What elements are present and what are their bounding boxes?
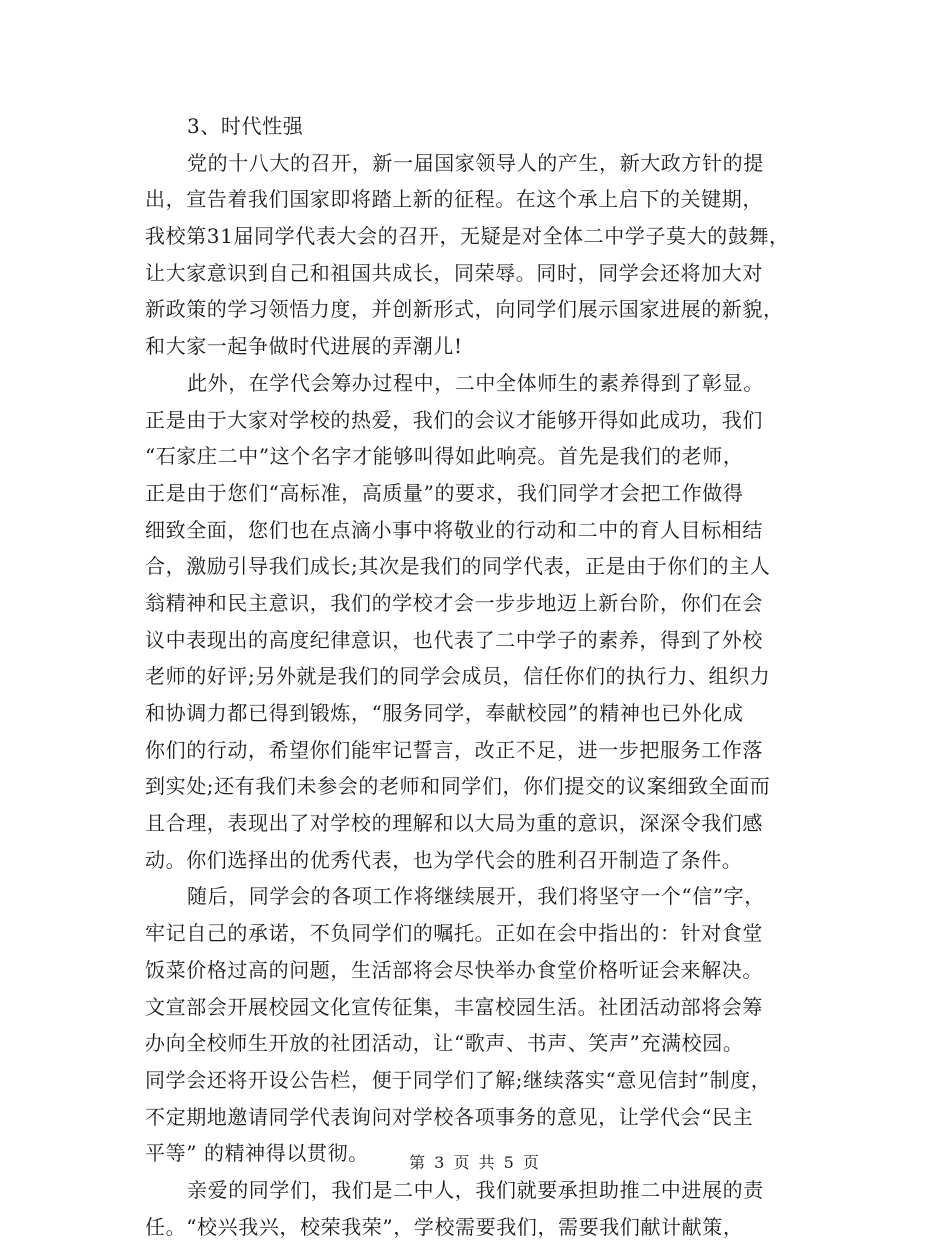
text-line: 饭菜价格过高的问题，生活部将会尽快举办食堂价格听证会来解决。 [145, 957, 763, 982]
text-line: 出，宣告着我们国家即将踏上新的征程。在这个承上启下的关键期， [145, 187, 763, 212]
text-line: 我校第31届同学代表大会的召开，无疑是对全体二中学子莫大的鼓舞， [145, 224, 790, 249]
text-line: 任。“校兴我兴，校荣我荣”，学校需要我们，需要我们献计献策， [145, 1214, 744, 1239]
text-line: 文宣部会开展校园文化宣传征集，丰富校园生活。社团活动部将会筹 [145, 994, 763, 1019]
text-line: 动。你们选择出的优秀代表，也为学代会的胜利召开制造了条件。 [145, 847, 743, 872]
text-line: 同学会还将开设公告栏，便于同学们了解;继续落实“意见信封”制度， [145, 1067, 772, 1092]
text-line: 正是由于大家对学校的热爱，我们的会议才能够开得如此成功，我们 [145, 407, 763, 432]
page-footer: 第 3 页 共 5 页 [409, 1153, 541, 1172]
text-line: 老师的好评;另外就是我们的同学会成员，信任你们的执行力、组织力 [145, 664, 771, 689]
text-line: “石家庄二中”这个名字才能够叫得如此响亮。首先是我们的老师， [145, 444, 744, 469]
text-line: 翁精神和民主意识，我们的学校才会一步步地迈上新台阶，你们在会 [145, 590, 763, 615]
text-line: 和协调力都已得到锻炼，“服务同学，奉献校园”的精神也已外化成 [145, 701, 744, 725]
text-line: 合，激励引导我们成长;其次是我们的同学代表，正是由于你们的主人 [145, 554, 771, 579]
text-line: 此外，在学代会筹办过程中，二中全体师生的素养得到了彰显。 [187, 370, 764, 395]
text-line: 亲爱的同学们，我们是二中人，我们就要承担助推二中进展的责 [187, 1177, 764, 1202]
text-line: 议中表现出的高度纪律意识，也代表了二中学子的素养，得到了外校 [145, 627, 763, 652]
text-line: 党的十八大的召开，新一届国家领导人的产生，新大政方针的提 [187, 150, 764, 175]
text-line: 牢记自己的承诺，不负同学们的嘱托。正如在会中指出的：针对食堂 [145, 921, 763, 946]
text-line: 随后，同学会的各项工作将继续展开，我们将坚守一个“信”字， [187, 884, 765, 909]
text-line: 和大家一起争做时代进展的弄潮儿! [145, 334, 463, 359]
text-line: 到实处;还有我们未参会的老师和同学们，你们提交的议案细致全面而 [145, 774, 771, 799]
text-line: 正是由于您们“高标准，高质量”的要求，我们同学才会把工作做得 [145, 480, 744, 505]
text-line: 3、时代性强 [187, 114, 304, 138]
document-body [145, 108, 810, 1245]
text-line: 办向全校师生开放的社团活动，让“歌声、书声、笑声”充满校园。 [145, 1031, 744, 1056]
text-line: 平等” 的精神得以贯彻。 [145, 1141, 369, 1166]
text-line: 细致全面，您们也在点滴小事中将敬业的行动和二中的育人目标相结 [145, 517, 763, 542]
text-line: 你们的行动，希望你们能牢记誓言，改正不足，进一步把服务工作落 [145, 737, 763, 762]
text-line: 让大家意识到自己和祖国共成长，同荣辱。同时，同学会还将加大对 [145, 260, 763, 285]
text-line: 不定期地邀请同学代表询问对学校各项事务的意见，让学代会“民主 [145, 1104, 754, 1129]
text-line: 且合理，表现出了对学校的理解和以大局为重的意识，深深令我们感 [145, 811, 763, 836]
text-line: 新政策的学习领悟力度，并创新形式，向同学们展示国家进展的新貌， [145, 297, 784, 322]
